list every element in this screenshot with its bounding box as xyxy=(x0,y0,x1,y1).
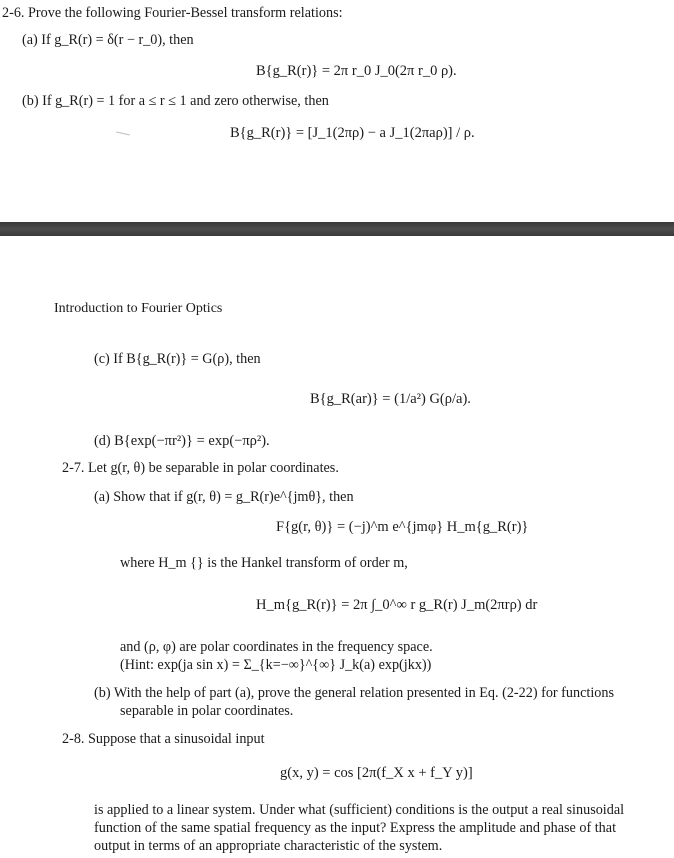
problem-2-8-line-2: function of the same spatial frequency as the input? Express the amplitude and phase of that xyxy=(94,820,617,836)
equation-text: F{g(r, θ)} = (−j)^m e^{jmφ} H_m{g_R(r)} xyxy=(276,519,529,535)
problem-number: 2-7. xyxy=(62,460,85,476)
equation-text: H_m{g_R(r)} = 2π ∫_0^∞ r g_R(r) J_m(2πrρ) dr xyxy=(256,597,538,613)
problem-statement: Suppose that a sinusoidal input xyxy=(88,731,265,747)
fourier-equation xyxy=(276,518,528,536)
part-a-equation xyxy=(256,62,457,80)
running-head: Introduction to Fourier Optics xyxy=(54,301,223,316)
problem-number: 2-8. xyxy=(62,731,85,747)
part-label: (b) xyxy=(22,93,39,109)
part-b-condition xyxy=(22,92,329,110)
problem-2-8-line-3: output in terms of an appropriate characteristic of the system. xyxy=(94,838,443,854)
part-b-equation xyxy=(230,124,475,142)
problem-2-7-heading xyxy=(62,459,339,477)
problem-2-6-heading xyxy=(2,4,343,22)
hint-text: (Hint: exp(ja sin x) = Σ_{k=−∞}^{∞} J_k(a) exp(jkx)) xyxy=(120,657,432,673)
problem-2-8-heading xyxy=(62,730,265,748)
part-label: (b) xyxy=(94,685,111,701)
part-c-equation xyxy=(310,390,471,408)
part-label: (c) xyxy=(94,351,110,367)
problem-2-7-part-a xyxy=(94,488,354,506)
page-bottom xyxy=(0,236,674,858)
page-divider xyxy=(0,222,674,236)
problem-2-8-line-1: is applied to a linear system. Under what (sufficient) conditions is the output a real sinusoidal xyxy=(94,802,625,818)
part-label: (a) xyxy=(22,32,38,48)
equation-text: B{g_R(ar)} = (1/a²) G(ρ/a). xyxy=(310,391,471,407)
part-label: (a) xyxy=(94,489,110,505)
stray-mark xyxy=(116,132,130,136)
part-d-equation xyxy=(94,432,270,450)
problem-2-7-part-b-line-2: separable in polar coordinates. xyxy=(120,703,294,719)
equation-text: B{exp(−πr²)} = exp(−πρ²). xyxy=(114,433,270,449)
equation-text: g(x, y) = cos [2π(f_X x + f_Y y)] xyxy=(280,765,473,781)
where-hankel-text: where H_m {} is the Hankel transform of order m, xyxy=(120,555,408,571)
problem-number: 2-6. xyxy=(2,5,25,21)
equation-text: B{g_R(r)} = 2π r_0 J_0(2π r_0 ρ). xyxy=(256,63,457,79)
hankel-equation xyxy=(256,596,537,614)
sinusoid-equation xyxy=(280,764,473,782)
equation-text: B{g_R(r)} = [J_1(2πρ) − a J_1(2πaρ)] / ρ. xyxy=(230,125,475,141)
part-text: Show that if g(r, θ) = g_R(r)e^{jmθ}, then xyxy=(113,489,354,505)
part-c-condition xyxy=(94,350,261,368)
problem-2-7-part-b-line-1 xyxy=(94,684,614,702)
part-a-condition xyxy=(22,31,194,49)
part-text: If g_R(r) = δ(r − r_0), then xyxy=(41,32,194,48)
part-label: (d) xyxy=(94,433,111,449)
problem-statement: Let g(r, θ) be separable in polar coordinates. xyxy=(88,460,339,476)
page-top xyxy=(0,0,674,222)
part-text: If g_R(r) = 1 for a ≤ r ≤ 1 and zero otherwise, then xyxy=(42,93,329,109)
polar-coordinates-note: and (ρ, φ) are polar coordinates in the frequency space. xyxy=(120,639,433,655)
part-text: If B{g_R(r)} = G(ρ), then xyxy=(113,351,261,367)
part-text: With the help of part (a), prove the general relation presented in Eq. (2-22) for functions xyxy=(113,685,614,701)
problem-statement: Prove the following Fourier-Bessel transform relations: xyxy=(28,5,343,21)
